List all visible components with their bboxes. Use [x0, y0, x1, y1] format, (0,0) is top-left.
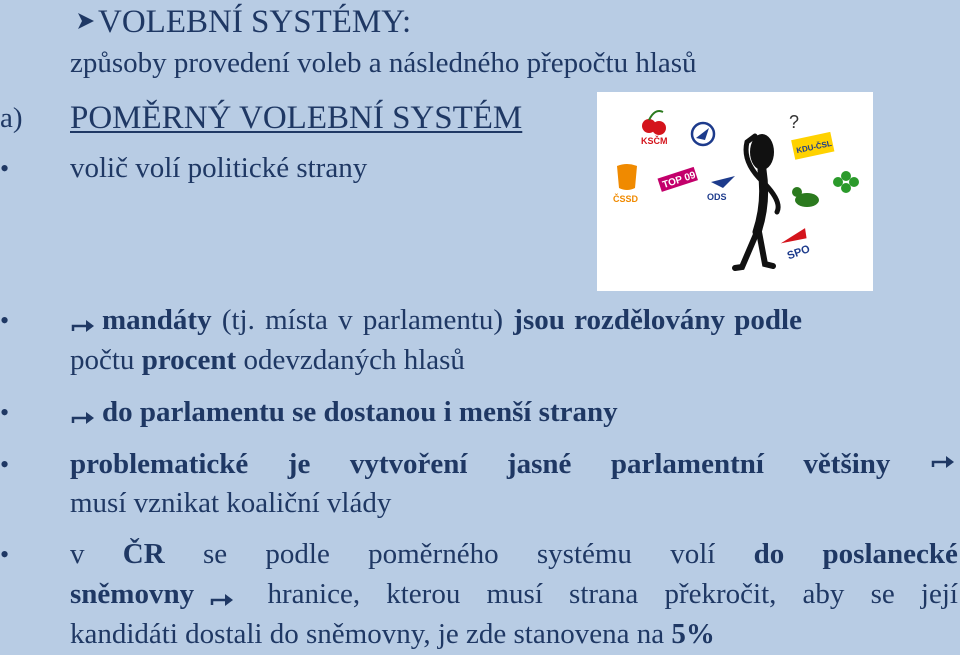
bullet-dot: •: [0, 398, 10, 427]
ods-label: ODS: [707, 192, 727, 202]
word: musí: [486, 578, 543, 610]
bullet-dot: •: [0, 450, 10, 479]
word: sněmovny: [70, 578, 195, 610]
cssd-logo: [613, 164, 639, 204]
rozdelovany-text: jsou rozdělovány podle: [513, 304, 802, 336]
word: do: [753, 538, 785, 570]
section-marker: a): [0, 102, 23, 134]
bullet-dot: •: [0, 306, 10, 335]
question-mark: ?: [789, 112, 800, 132]
arrow-right-icon: [70, 311, 96, 327]
clover-logo: [833, 171, 859, 193]
bullet-4-line1: [70, 450, 956, 479]
ods-bird-logo: [707, 176, 735, 202]
word: je: [287, 448, 311, 480]
word: volí: [670, 538, 716, 570]
word: podle: [265, 538, 330, 570]
kdu-label: KDU-ČSL: [795, 138, 833, 156]
bullet-3-text: do parlamentu se dostanou i menší strany: [102, 396, 618, 428]
word: hranice,: [267, 578, 361, 610]
word: jasné: [506, 448, 572, 480]
word: systému: [536, 538, 632, 570]
word: problematické: [70, 448, 249, 480]
bullet-1-text: volič volí politické strany: [70, 152, 368, 184]
word: většiny: [803, 448, 891, 480]
bullet-5-line1: [70, 540, 958, 569]
top09-logo: [658, 167, 698, 192]
threshold-text: kandidáti dostali do sněmovny, je zde stanovena na: [70, 618, 672, 650]
word: poměrného: [368, 538, 499, 570]
kdu-logo: [791, 132, 834, 160]
procent-term: procent: [141, 344, 237, 376]
cssd-label: ČSSD: [613, 194, 639, 204]
animal-logo: [792, 187, 819, 207]
spo-label: SPO: [785, 243, 812, 263]
word: ČR: [122, 538, 165, 570]
bullet-5-line3: [70, 620, 715, 649]
arrow-right-icon: [930, 447, 956, 463]
word: v: [70, 538, 85, 570]
poctu-text: počtu: [70, 344, 142, 376]
word: kterou: [386, 578, 461, 610]
bullet-5-line2: [70, 580, 958, 609]
word: její: [920, 578, 958, 610]
spo-logo: [779, 228, 815, 263]
bullet-2-line1: [70, 306, 958, 335]
checkmark-arrow-icon: [76, 6, 98, 39]
word: aby: [802, 578, 845, 610]
subheading: způsoby provedení voleb a následného přepočtu hlasů: [70, 47, 697, 79]
ods-logo: [692, 123, 714, 145]
word: se: [870, 578, 895, 610]
heading-line: [76, 6, 411, 39]
bullet-4-line2: musí vznikat koaliční vlády: [70, 487, 392, 519]
bullet-dot: •: [0, 540, 10, 569]
bullet-3-line: [70, 398, 618, 427]
word: se: [202, 538, 228, 570]
kscm-logo: [641, 111, 668, 146]
snemovny-group: [70, 580, 241, 609]
mandaty-explanation: (tj. místa v parlamentu): [211, 304, 514, 336]
threshold-value: 5%: [671, 618, 715, 650]
arrow-right-icon: [209, 585, 235, 601]
mandaty-term: mandáty: [102, 304, 212, 336]
arrow-right-icon: [70, 403, 96, 419]
word: parlamentní: [610, 448, 764, 480]
hlasu-text: odevzdaných hlasů: [236, 344, 465, 376]
section-title: POMĚRNÝ VOLEBNÍ SYSTÉM: [70, 100, 523, 136]
bullet-2-line2: [70, 346, 465, 375]
heading: VOLEBNÍ SYSTÉMY:: [98, 4, 412, 40]
word: překročit,: [664, 578, 777, 610]
top09-label: TOP 09: [661, 169, 698, 191]
bullet-dot: •: [0, 154, 10, 183]
stick-figure: [735, 134, 778, 268]
word: poslanecké: [822, 538, 958, 570]
word: strana: [569, 578, 639, 610]
word: vytvoření: [349, 448, 468, 480]
kscm-label: KSČM: [641, 136, 668, 146]
parties-illustration: [597, 92, 873, 291]
